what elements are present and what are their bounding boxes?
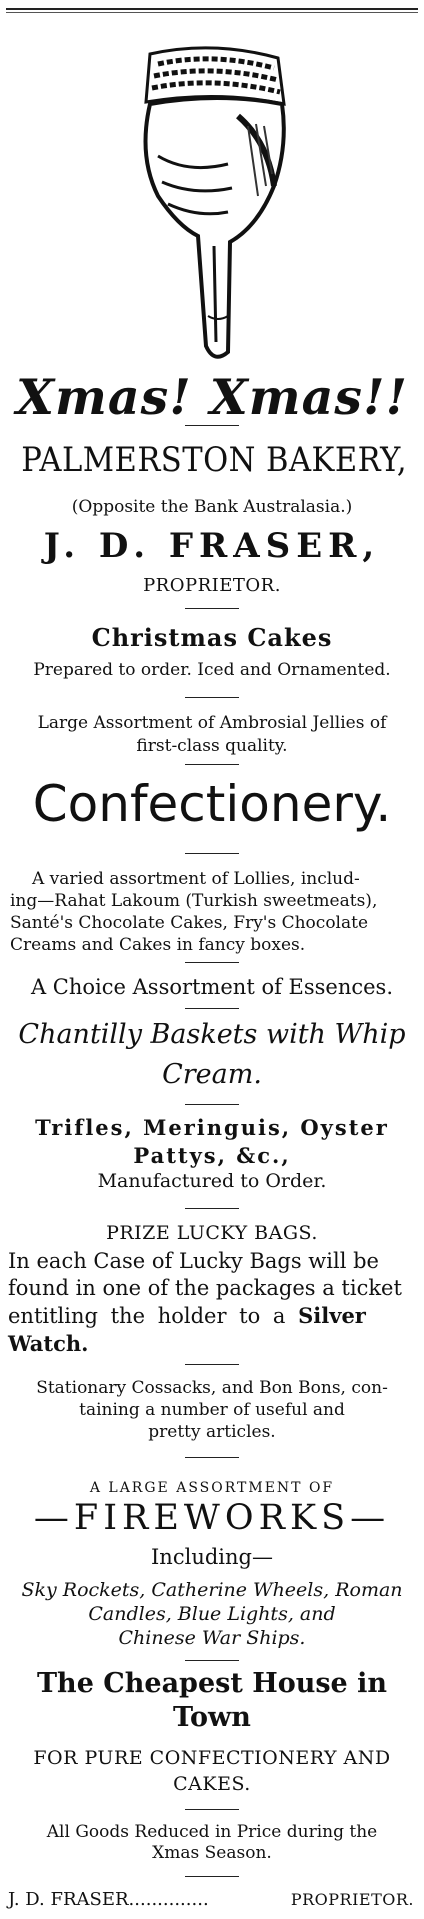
christmas-cakes-heading: Christmas Cakes <box>91 623 333 652</box>
prize-watch: Watch. <box>8 1331 89 1356</box>
text-line: ing—Rahat Lakoum (Turkish sweetmeats), <box>10 891 378 911</box>
text-line: A varied assortment of Lollies, includ- <box>32 869 360 889</box>
signature-line <box>8 1889 416 1910</box>
owner-name: J. D. FRASER, <box>43 526 381 566</box>
lucky-bags-heading: PRIZE LUCKY BAGS. <box>106 1222 318 1244</box>
trifles-made-to-order: Manufactured to Order. <box>97 1170 327 1192</box>
fireworks-line-1: Sky Rockets, Catherine Wheels, Roman <box>21 1579 403 1601</box>
divider <box>185 697 239 698</box>
text-line: found in one of the packages a ticket <box>8 1276 402 1300</box>
divider <box>185 1457 239 1458</box>
owner-role: PROPRIETOR. <box>143 575 281 596</box>
cheapest-line-1: The Cheapest House in <box>36 1668 388 1699</box>
divider <box>185 1660 239 1661</box>
fireworks-heading: —FIREWORKS— <box>33 1498 391 1538</box>
divider <box>185 1008 239 1009</box>
cakes-detail: Prepared to order. Iced and Ornamented. <box>33 660 391 680</box>
lucky-bags-description <box>8 1248 416 1357</box>
divider <box>185 425 239 426</box>
signature-role: PROPRIETOR. <box>290 1890 414 1909</box>
divider <box>185 1876 239 1877</box>
xmas-headline: Xmas! Xmas!! <box>16 368 408 426</box>
divider <box>185 1104 239 1105</box>
jellies-line-2: first-class quality. <box>136 736 288 756</box>
stationary-description <box>8 1377 416 1443</box>
confectionery-heading: Confectionery. <box>32 775 392 833</box>
pointing-hand-icon <box>128 46 298 366</box>
divider <box>185 853 239 854</box>
chantilly-line-1: Chantilly Baskets with Whip <box>18 1019 406 1050</box>
location-note: (Opposite the Bank Australasia.) <box>71 497 353 517</box>
reduced-line-1: All Goods Reduced in Price during the <box>46 1822 378 1842</box>
confectionery-description <box>10 868 414 956</box>
text-line: Stationary Cossacks, and Bon Bons, con- <box>36 1378 388 1398</box>
cheapest-sub-2: CAKES. <box>173 1773 251 1795</box>
signature-name: J. D. FRASER.............. <box>8 1889 209 1910</box>
text-line-part: entitling the holder to a <box>8 1304 286 1328</box>
fireworks-line-2: Candles, Blue Lights, and <box>88 1603 336 1625</box>
fireworks-including: Including— <box>151 1545 273 1569</box>
cheapest-line-2: Town <box>173 1702 251 1733</box>
top-border-rule-thin <box>6 12 418 13</box>
essences-line: A Choice Assortment of Essences. <box>30 975 394 999</box>
trifles-line-2: Pattys, &c., <box>133 1143 291 1168</box>
divider <box>185 764 239 765</box>
text-line: Creams and Cakes in fancy boxes. <box>10 935 306 955</box>
chantilly-line-2: Cream. <box>162 1059 262 1090</box>
business-name: PALMERSTON BAKERY, <box>21 440 408 480</box>
jellies-line-1: Large Assortment of Ambrosial Jellies of <box>37 713 387 733</box>
fireworks-intro: A LARGE ASSORTMENT OF <box>89 1480 335 1496</box>
fireworks-line-3: Chinese War Ships. <box>118 1627 306 1649</box>
divider <box>185 1364 239 1365</box>
divider <box>185 1809 239 1810</box>
divider <box>185 1208 239 1209</box>
prize-silver: Silver <box>298 1303 366 1328</box>
trifles-line-1: Trifles, Meringuis, Oyster <box>35 1115 389 1140</box>
text-line <box>8 1302 416 1330</box>
text-line: Santé's Chocolate Cakes, Fry's Chocolate <box>10 913 369 933</box>
text-line: pretty articles. <box>148 1422 276 1442</box>
text-line: taining a number of useful and <box>79 1400 345 1420</box>
divider <box>185 962 239 963</box>
cheapest-sub-1: FOR PURE CONFECTIONERY AND <box>33 1747 391 1769</box>
reduced-line-2: Xmas Season. <box>152 1843 272 1863</box>
divider <box>185 608 239 609</box>
text-line: In each Case of Lucky Bags will be <box>8 1249 379 1273</box>
